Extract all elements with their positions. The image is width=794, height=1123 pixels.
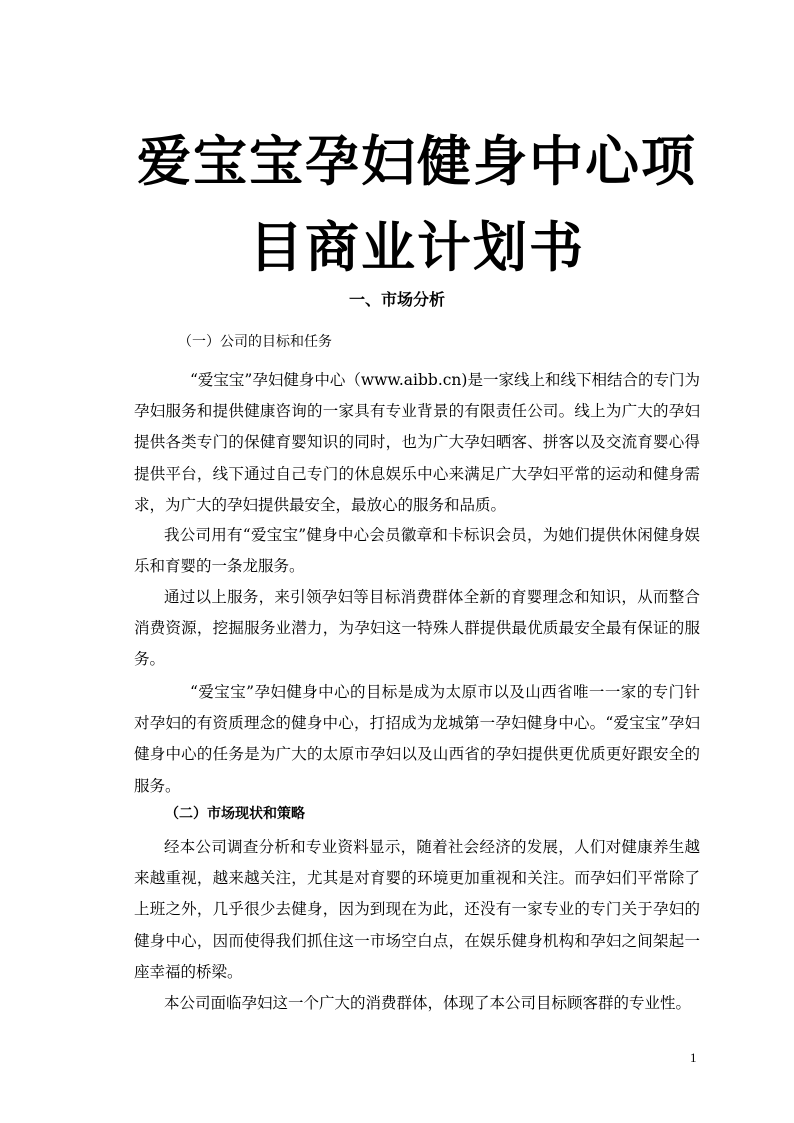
page-number: 1 [690,1050,697,1065]
section-heading: 一、市场分析 [348,290,445,309]
paragraph-3: 通过以上服务，来引领孕妇等目标消费群体全新的育婴理念和知识，从而整合消费资源，挖掘服务业潜力，为孕妇这一特殊人群提供最优质最安全最有保证的服务。 [134,588,700,669]
document-title-line-1: 爱宝宝孕妇健身中心项 [137,130,697,193]
paragraph-1: “爱宝宝”孕妇健身中心（www.aibb.cn)是一家线上和线下相结合的专门为孕妇服务和提供健康咨询的一家具有专业背景的有限责任公司。线上为广大的孕妇提供各类专门的保健育婴知识的同时，也为广大孕妇晒客、拼客以及交流育婴心得提供平台，线下通过自己专门的休息娱乐中心来满足广大孕妇平常的运动和健身需求，为广大的孕妇提供最安全，最放心的服务和品质。 [134,371,700,514]
paragraph-4: “爱宝宝”孕妇健身中心的目标是成为太原市以及山西省唯一一家的专门针对孕妇的有资质理念的健身中心，打招成为龙城第一孕妇健身中心。“爱宝宝”孕妇健身中心的任务是为广大的太原市孕妇以及山西省的孕妇提供更优质更好跟安全的服务。 [134,683,700,795]
document-title-line-2: 目商业计划书 [249,216,585,279]
subsection-heading-2: （二）市场现状和策略 [165,806,305,822]
subsection-heading-1: （一）公司的目标和任务 [178,334,332,350]
paragraph-5: 经本公司调查分析和专业资料显示，随着社会经济的发展，人们对健康养生越来越重视，越来越关注，尤其是对育婴的环境更加重视和关注。而孕妇们平常除了上班之外，几乎很少去健身，因为到现在为此，还没有一家专业的专门关于孕妇的健身中心，因而使得我们抓住这一市场空白点，在娱乐健身机构和孕妇之间架起一座幸福的桥梁。 [134,838,700,981]
paragraph-2: 我公司用有“爱宝宝”健身中心会员徽章和卡标识会员，为她们提供休闲健身娱乐和育婴的一条龙服务。 [134,526,700,576]
paragraph-6: 本公司面临孕妇这一个广大的消费群体，体现了本公司目标顾客群的专业性。 [164,994,692,1012]
